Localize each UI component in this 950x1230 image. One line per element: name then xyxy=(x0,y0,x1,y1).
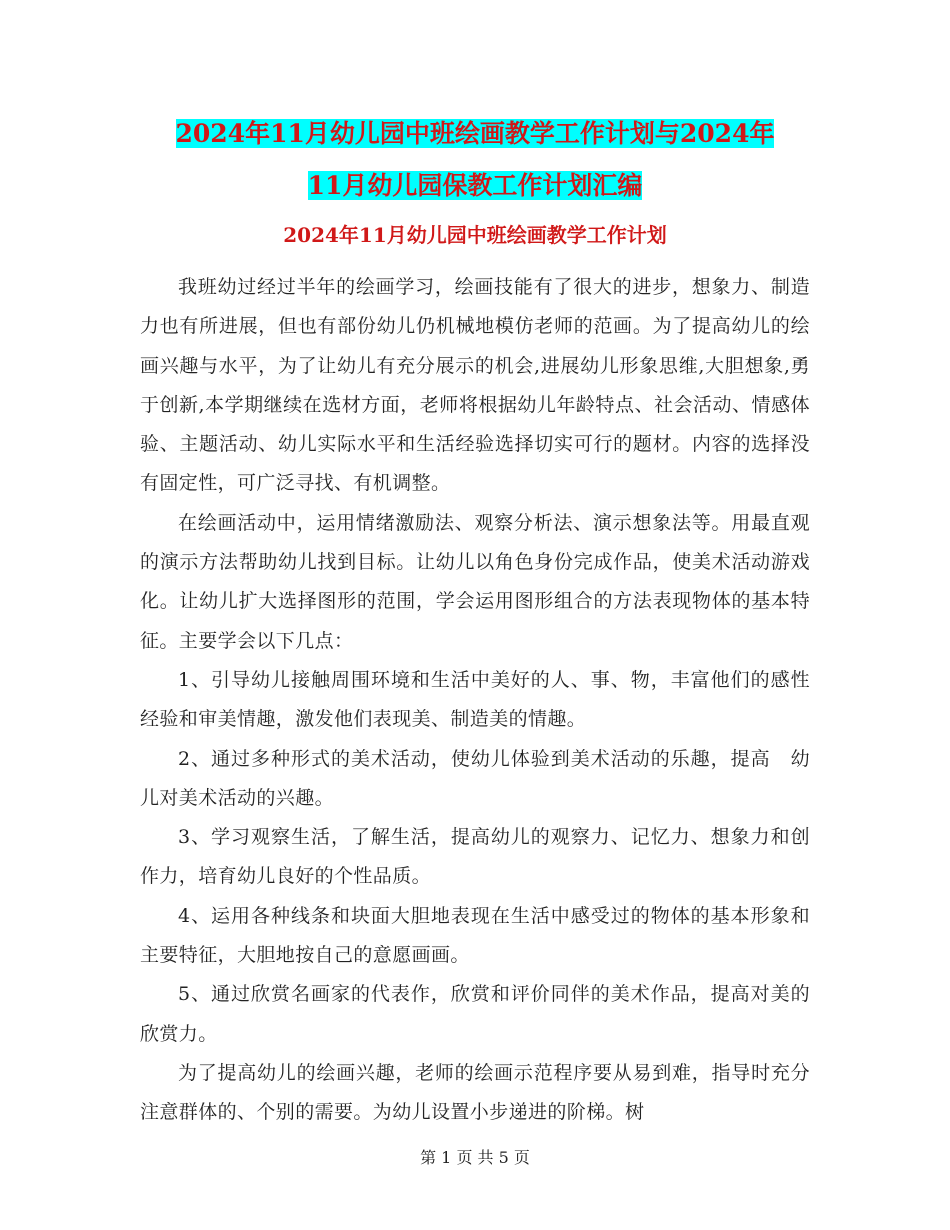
body-text xyxy=(140,268,810,1133)
document-title-line-1: 2024年11月幼儿园中班绘画教学工作计划与2024年 xyxy=(175,119,775,148)
paragraph: 我班幼过经过半年的绘画学习，绘画技能有了很大的进步，想象力、制造力也有所进展，但也有部份幼儿仍机械地模仿老师的范画。为了提高幼儿的绘画兴趣与水平，为了让幼儿有充分展示的机会,进展幼儿形象思维,大胆想象,勇于创新,本学期继续在选材方面，老师将根据幼儿年龄特点、社会活动、情感体验、主题活动、幼儿实际水平和生活经验选择切实可行的题材。内容的选择没有固定性，可广泛寻找、有机调整。 xyxy=(140,276,810,495)
paragraph: 为了提高幼儿的绘画兴趣，老师的绘画示范程序要从易到难，指导时充分注意群体的、个别的需要。为幼儿设置小步递进的阶梯。树 xyxy=(140,1061,810,1124)
paragraph: 2、通过多种形式的美术活动，使幼儿体验到美术活动的乐趣，提高 幼儿对美术活动的兴趣。 xyxy=(140,747,810,809)
paragraph: 5、通过欣赏名画家的代表作，欣赏和评价同伴的美术作品，提高对美的欣赏力。 xyxy=(140,983,810,1045)
paragraph: 4、运用各种线条和块面大胆地表现在生活中感受过的物体的基本形象和主要特征，大胆地按自己的意愿画画。 xyxy=(140,904,810,967)
document-title xyxy=(130,108,820,212)
paragraph: 在绘画活动中，运用情绪激励法、观察分析法、演示想象法等。用最直观的演示方法帮助幼儿找到目标。让幼儿以角色身份完成作品，使美术活动游戏化。让幼儿扩大选择图形的范围，学会运用图形组合的方法表现物体的基本特征。主要学会以下几点： xyxy=(140,511,810,652)
paragraph: 1、引导幼儿接触周围环境和生活中美好的人、事、物，丰富他们的感性经验和审美情趣，激发他们表现美、制造美的情趣。 xyxy=(140,668,810,731)
section-heading: 2024年11月幼儿园中班绘画教学工作计划 xyxy=(283,223,667,247)
page-footer xyxy=(0,1147,950,1169)
paragraph: 3、学习观察生活，了解生活，提高幼儿的观察力、记忆力、想象力和创作力，培育幼儿良好的个性品质。 xyxy=(140,826,810,888)
page-number: 第 1 页 共 5 页 xyxy=(420,1148,530,1167)
document-title-line-2: 11月幼儿园保教工作计划汇编 xyxy=(307,171,643,200)
